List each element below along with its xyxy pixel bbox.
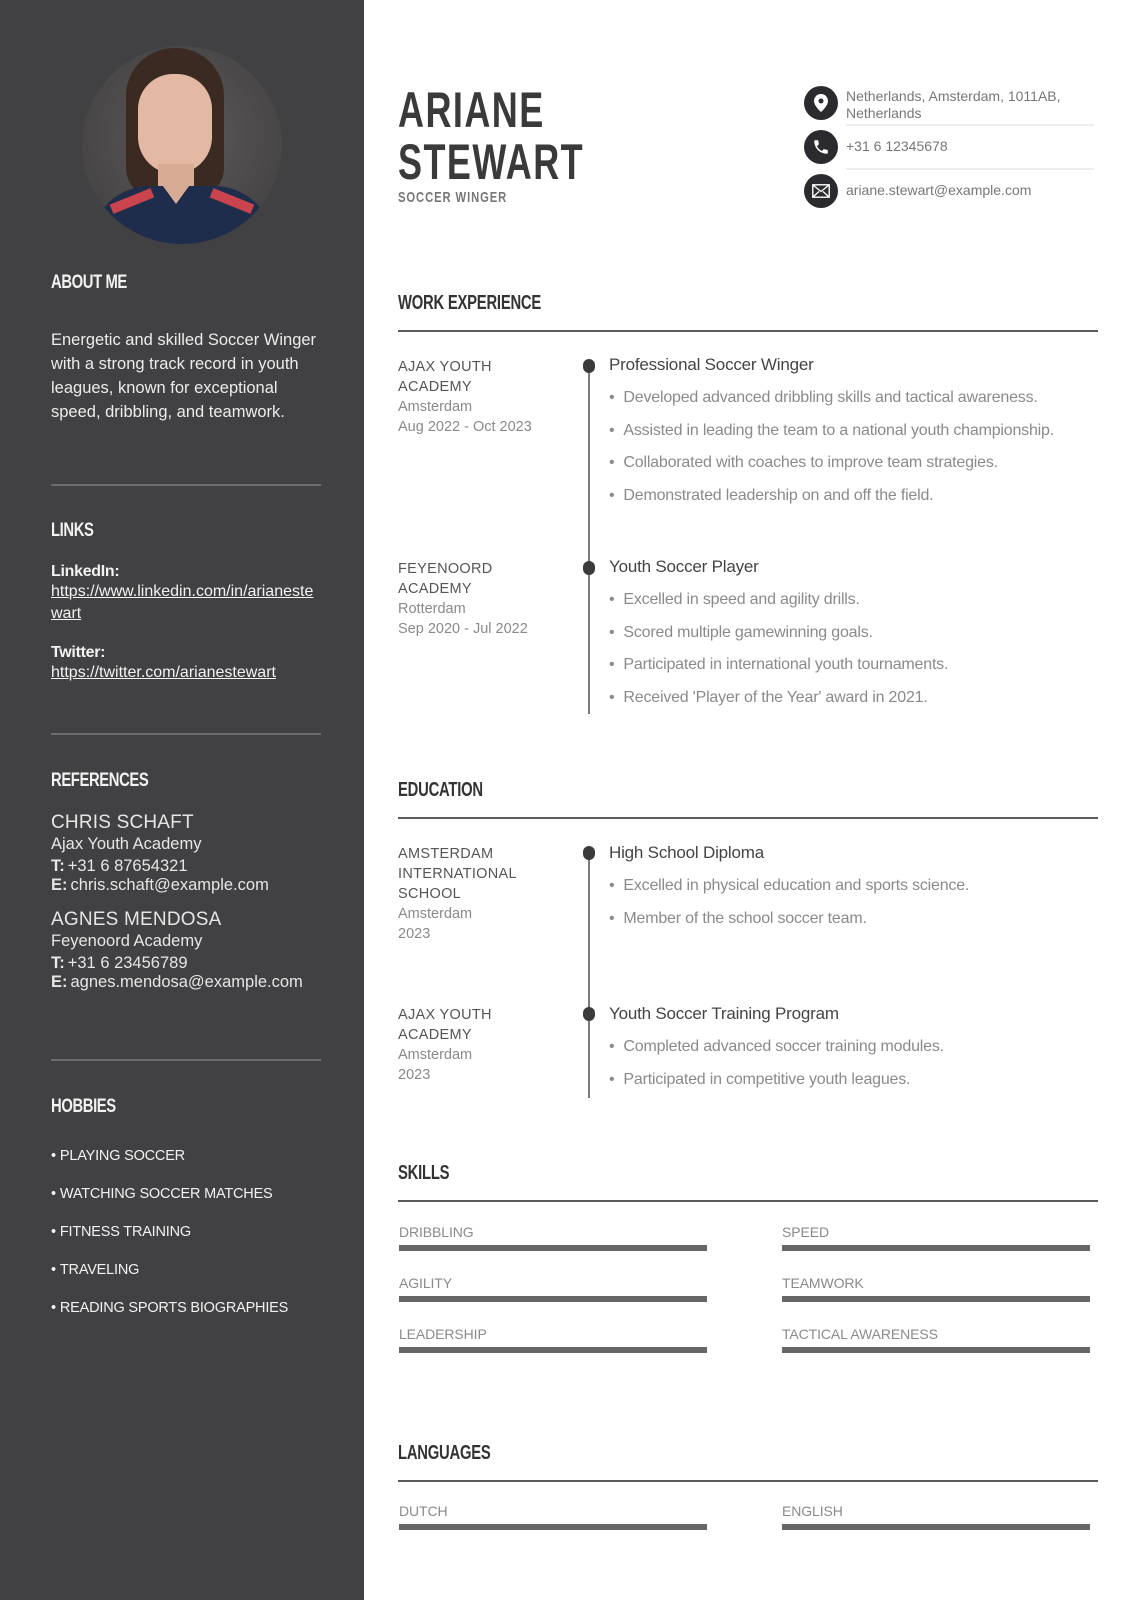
- contact-divider: [846, 168, 1094, 170]
- contact-email: [804, 174, 1094, 208]
- language-bar: [399, 1524, 707, 1530]
- reference-email: [51, 973, 321, 992]
- skill-item: [782, 1326, 1090, 1353]
- reference-org: Ajax Youth Academy: [51, 835, 202, 853]
- sidebar-divider: [51, 733, 321, 735]
- reference-phone: [51, 857, 321, 876]
- phone-text: +31 6 12345678: [846, 138, 948, 154]
- twitter-label: Twitter:: [51, 644, 106, 661]
- skill-bar: [782, 1296, 1090, 1302]
- reference-item: [51, 909, 321, 992]
- reference-email: [51, 876, 321, 895]
- skill-label: TACTICAL AWARENESS: [782, 1326, 938, 1342]
- entry-dates: 2023: [398, 926, 431, 942]
- job-role: SOCCER WINGER: [398, 189, 508, 206]
- contact-block: [804, 86, 1094, 208]
- email-value: chris.schaft@example.com: [70, 876, 269, 894]
- skill-label: DRIBBLING: [399, 1224, 474, 1240]
- hobby-item: • WATCHING SOCCER MATCHES: [51, 1186, 321, 1224]
- skill-bar: [399, 1347, 707, 1353]
- timeline-line: [588, 850, 590, 1098]
- skill-item: [399, 1326, 707, 1353]
- linkedin-link[interactable]: https://www.linkedin.com/in/arianestewart: [51, 583, 314, 622]
- bullet-item: • Excelled in physical education and sports science.: [609, 877, 1109, 910]
- timeline-dot: [583, 359, 595, 373]
- language-item: [782, 1503, 1090, 1530]
- phone-icon: [804, 130, 838, 164]
- full-name: [398, 84, 584, 188]
- timeline-dot: [583, 846, 595, 860]
- email-text[interactable]: ariane.stewart@example.com: [846, 182, 1032, 198]
- links-heading: LINKS: [51, 520, 94, 541]
- entry-location: Amsterdam: [398, 1047, 473, 1063]
- timeline-dot: [583, 561, 595, 575]
- entry-bullets: [609, 1038, 1109, 1103]
- skill-bar: [399, 1296, 707, 1302]
- entry-location: Amsterdam: [398, 906, 473, 922]
- bullet-item: • Received 'Player of the Year' award in 2021.: [609, 689, 1109, 722]
- timeline-line: [588, 362, 590, 714]
- hobby-item: • TRAVELING: [51, 1262, 321, 1300]
- skill-item: [782, 1275, 1090, 1302]
- bullet-item: • Member of the school soccer team.: [609, 910, 1109, 943]
- languages-heading: LANGUAGES: [398, 1442, 491, 1464]
- hobby-item: • PLAYING SOCCER: [51, 1148, 321, 1186]
- contact-divider: [846, 124, 1094, 126]
- hobby-item: • READING SPORTS BIOGRAPHIES: [51, 1300, 321, 1338]
- entry-title: Youth Soccer Player: [609, 557, 759, 576]
- twitter-link[interactable]: https://twitter.com/arianestewart: [51, 664, 276, 681]
- entry-location: Amsterdam: [398, 399, 473, 415]
- skill-item: [399, 1275, 707, 1302]
- bullet-item: • Developed advanced dribbling skills and tactical awareness.: [609, 389, 1109, 422]
- first-name: ARIANE: [398, 82, 545, 138]
- hobbies-section: [51, 1096, 321, 1338]
- entry-org: AJAX YOUTH ACADEMY: [398, 1007, 492, 1043]
- bullet-item: • Demonstrated leadership on and off the field.: [609, 487, 1109, 520]
- language-label: DUTCH: [399, 1503, 448, 1519]
- entry-bullets: [609, 591, 1109, 721]
- entry-bullets: [609, 877, 1109, 942]
- phone-label: T:: [51, 857, 65, 875]
- bullet-item: • Participated in international youth tournaments.: [609, 656, 1109, 689]
- entry-location: Rotterdam: [398, 601, 466, 617]
- skill-label: TEAMWORK: [782, 1275, 864, 1291]
- entry-bullets: [609, 389, 1109, 519]
- phone-value: +31 6 23456789: [67, 954, 188, 972]
- education-entry-meta: [398, 1005, 568, 1085]
- phone-value: +31 6 87654321: [67, 857, 188, 875]
- education-entry-details: [609, 843, 1109, 942]
- skill-label: LEADERSHIP: [399, 1326, 487, 1342]
- hobbies-heading: HOBBIES: [51, 1096, 116, 1117]
- email-label: E:: [51, 876, 68, 894]
- section-rule: [398, 1480, 1098, 1482]
- link-item-twitter: [51, 644, 321, 684]
- references-section: [51, 770, 321, 992]
- bullet-item: • Scored multiple gamewinning goals.: [609, 624, 1109, 657]
- reference-phone: [51, 954, 321, 973]
- reference-name: CHRIS SCHAFT: [51, 812, 194, 833]
- education-entry-details: [609, 1004, 1109, 1103]
- language-label: ENGLISH: [782, 1503, 843, 1519]
- profile-photo: [82, 46, 282, 244]
- bullet-item: • Completed advanced soccer training modules.: [609, 1038, 1109, 1071]
- entry-title: Youth Soccer Training Program: [609, 1004, 839, 1023]
- skill-label: SPEED: [782, 1224, 829, 1240]
- entry-title: Professional Soccer Winger: [609, 355, 814, 374]
- envelope-icon: [804, 174, 838, 208]
- education-heading: EDUCATION: [398, 779, 483, 801]
- work-entry-meta: [398, 559, 568, 639]
- language-bar: [782, 1524, 1090, 1530]
- about-text: Energetic and skilled Soccer Winger with a strong track record in youth leagues, known for exceptional speed, dribbling, and teamwork.: [51, 331, 317, 421]
- references-heading: REFERENCES: [51, 770, 149, 791]
- entry-dates: Aug 2022 - Oct 2023: [398, 419, 532, 435]
- address-text: Netherlands, Amsterdam, 1011AB, Netherlands: [846, 88, 1061, 121]
- skill-label: AGILITY: [399, 1275, 452, 1291]
- language-item: [399, 1503, 707, 1530]
- main-content: [364, 0, 1131, 1600]
- sidebar: [0, 0, 364, 1600]
- contact-phone: [804, 130, 1094, 164]
- entry-org: AJAX YOUTH ACADEMY: [398, 359, 492, 395]
- hobby-item: • FITNESS TRAINING: [51, 1224, 321, 1262]
- work-entry-details: [609, 557, 1109, 721]
- work-entry-meta: [398, 357, 568, 437]
- location-pin-icon: [804, 86, 838, 120]
- contact-address: [804, 86, 1094, 122]
- skill-bar: [782, 1347, 1090, 1353]
- entry-dates: 2023: [398, 1067, 431, 1083]
- entry-dates: Sep 2020 - Jul 2022: [398, 621, 528, 637]
- bullet-item: • Excelled in speed and agility drills.: [609, 591, 1109, 624]
- entry-title: High School Diploma: [609, 843, 764, 862]
- last-name: STEWART: [398, 134, 585, 190]
- reference-org: Feyenoord Academy: [51, 932, 203, 950]
- reference-name: AGNES MENDOSA: [51, 909, 222, 930]
- about-heading: ABOUT ME: [51, 272, 127, 293]
- sidebar-divider: [51, 484, 321, 486]
- timeline-dot: [583, 1007, 595, 1021]
- links-section: [51, 520, 321, 684]
- work-heading: WORK EXPERIENCE: [398, 292, 542, 314]
- entry-org: AMSTERDAM INTERNATIONAL SCHOOL: [398, 846, 517, 902]
- bullet-item: • Participated in competitive youth leagues.: [609, 1071, 1109, 1104]
- sidebar-divider: [51, 1059, 321, 1061]
- skill-bar: [399, 1245, 707, 1251]
- skill-item: [399, 1224, 707, 1251]
- skill-item: [782, 1224, 1090, 1251]
- skills-heading: SKILLS: [398, 1162, 450, 1184]
- bullet-item: • Collaborated with coaches to improve team strategies.: [609, 454, 1109, 487]
- link-item-linkedin: [51, 563, 321, 625]
- skill-bar: [782, 1245, 1090, 1251]
- work-entry-details: [609, 355, 1109, 519]
- linkedin-label: LinkedIn:: [51, 563, 120, 580]
- section-rule: [398, 817, 1098, 819]
- email-label: E:: [51, 973, 68, 991]
- entry-org: FEYENOORD ACADEMY: [398, 561, 493, 597]
- email-value: agnes.mendosa@example.com: [70, 973, 303, 991]
- reference-item: [51, 812, 321, 895]
- phone-label: T:: [51, 954, 65, 972]
- education-entry-meta: [398, 844, 568, 944]
- about-section: [51, 272, 321, 424]
- section-rule: [398, 330, 1098, 332]
- section-rule: [398, 1200, 1098, 1202]
- bullet-item: • Assisted in leading the team to a national youth championship.: [609, 422, 1109, 455]
